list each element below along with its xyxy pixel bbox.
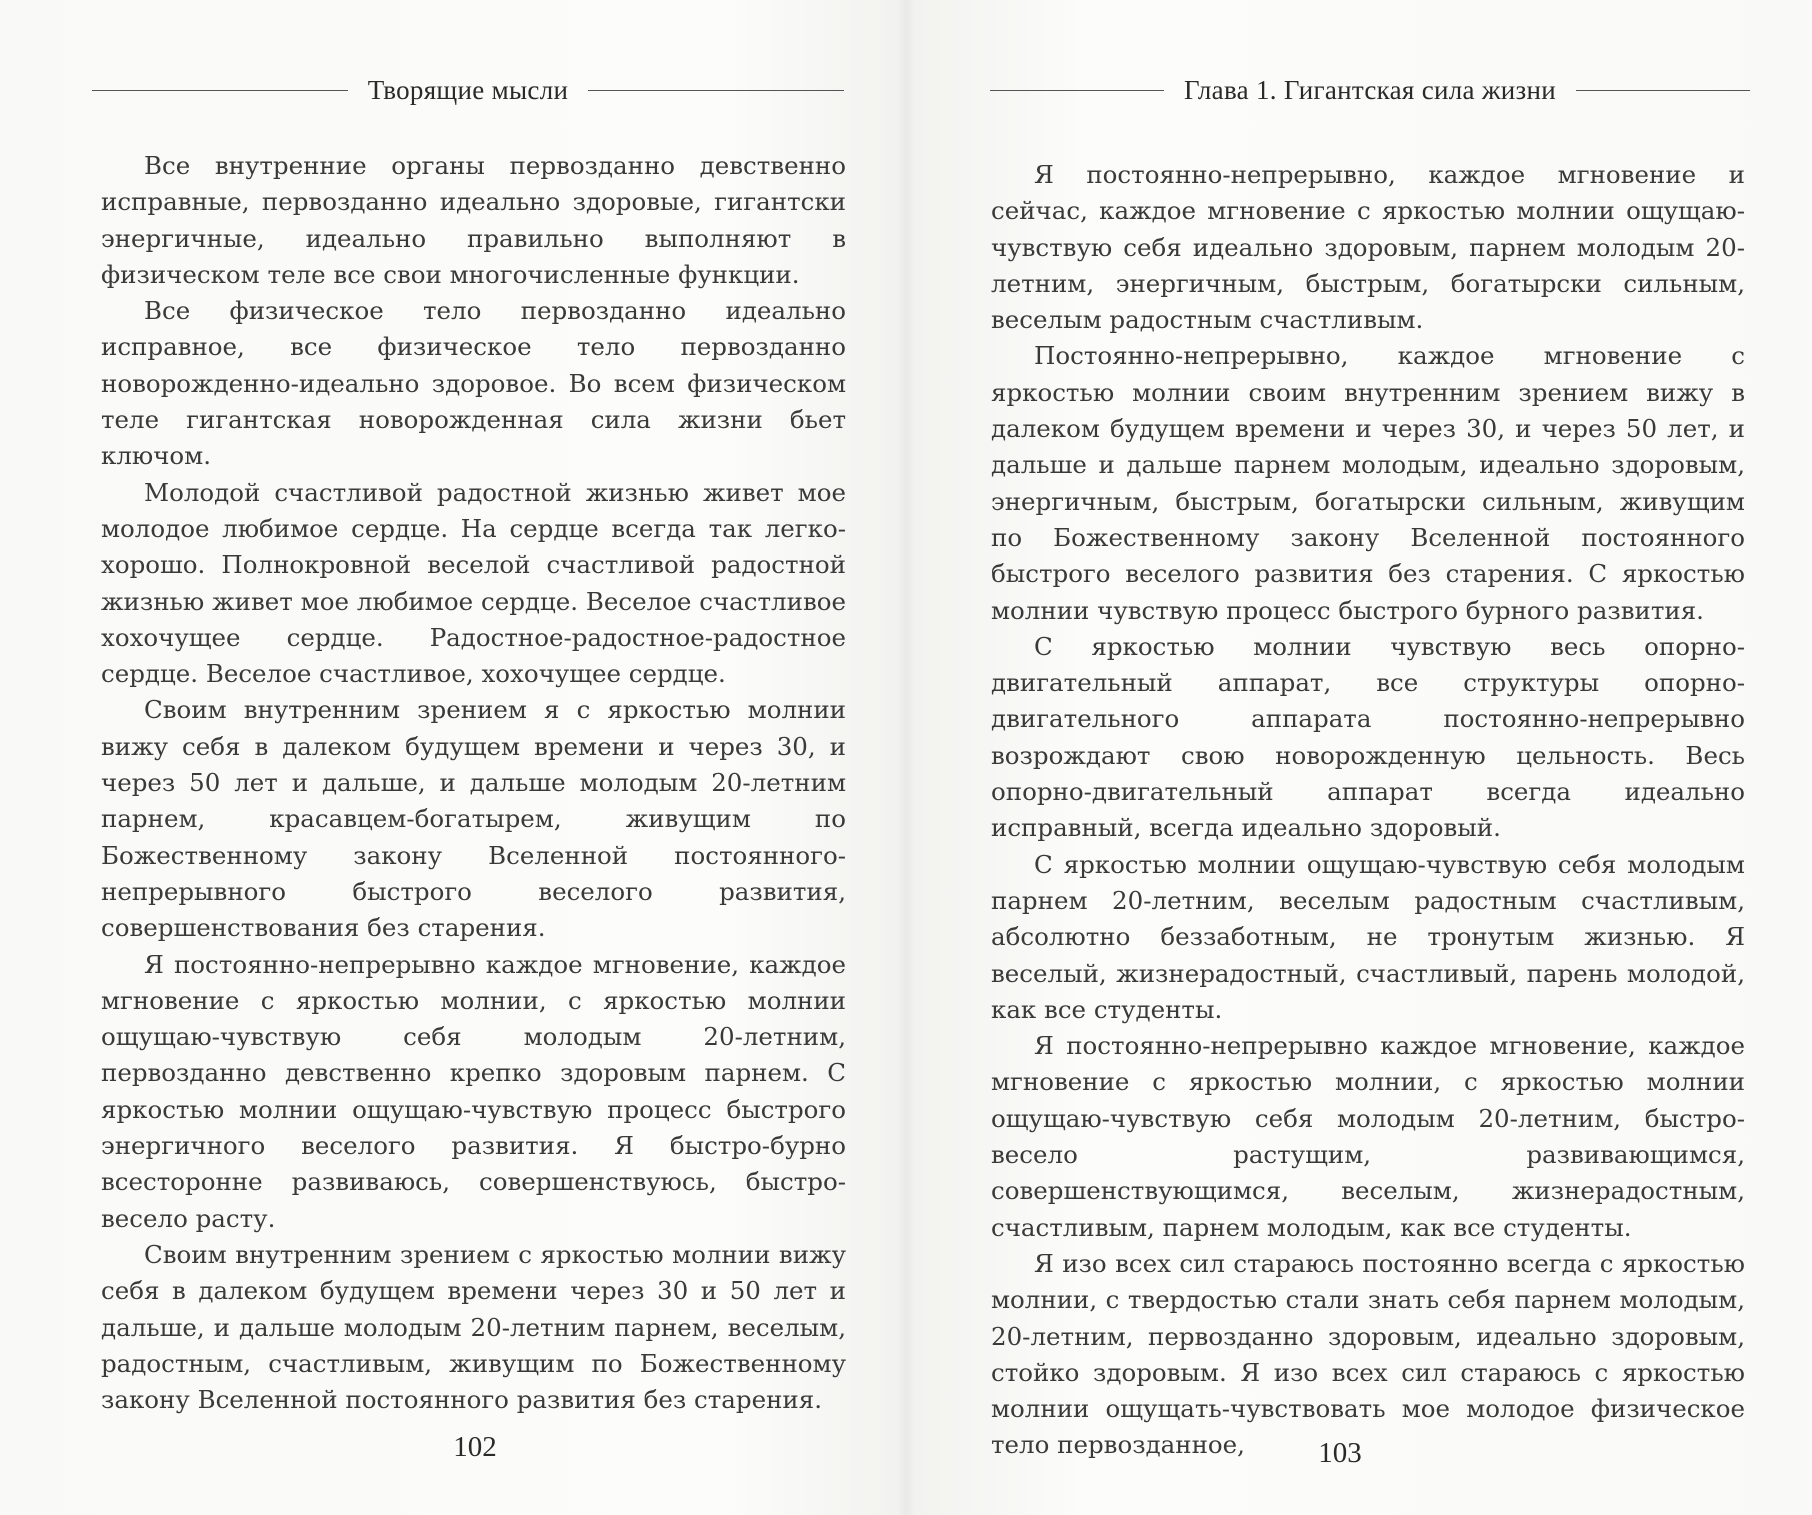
paragraph: Молодой счастливой радостной жизнью живет мое молодое любимое сердце. На сердце всегда так легко-хорошо. Полнокровной веселой счастливой радостной жизнью живет мое любимое сердце. Веселое счастливое хохочущее сердце. Радостное-радостное-радостное сердце. Веселое счастливое, хохочущее сердце. [101,477,846,689]
left-running-head-title: Творящие мысли [367,74,569,105]
right-page-body [991,157,1745,1464]
right-page [906,0,1812,1515]
header-rule-right [588,90,844,91]
paragraph: Постоянно-непрерывно, каждое мгновение с яркостью молнии своим внутренним зрением вижу в далеком будущем времени и через 30, и через 50 лет, и дальше и дальше парнем молодым, идеально здоровым, энергичным, быстрым, богатырски сильным, живущим по Божественному закону Вселенной постоянного быстрого веселого развития без старения. С яркостью молнии чувствую процесс быстрого бурного развития. [991,341,1745,625]
right-running-head-title: Глава 1. Гигантская сила жизни [1184,74,1556,105]
paragraph: Все внутренние органы первозданно девственно исправные, первозданно идеально здоровые, гигантски энергичные, идеально правильно выполняют в физическом теле все свои многочисленные функции. [101,151,846,289]
paragraph: Я изо всех сил стараюсь постоянно всегда с яркостью молнии, с твердостью стали знать себя парнем молодым, 20-летним, первозданно здоровым, идеально здоровым, стойко здоровым. Я изо всех сил стараюсь с яркостью молнии ощущать-чувствовать мое молодое физическое тело первозданное, [991,1248,1745,1460]
paragraph: Я постоянно-непрерывно каждое мгновение, каждое мгновение с яркостью молнии, с яркостью молнии ощущаю-чувствую себя молодым 20-летним, первозданно девственно крепко здоровым парнем. С яркостью молнии ощущаю-чувствую процесс быстрого энергичного веселого развития. Я быстро-бурно всесторонне развиваюсь, совершенствуюсь, быстро-весело расту. [101,949,846,1233]
header-rule-left [990,90,1164,91]
left-page-body [101,148,846,1418]
left-page-number: 102 [453,1431,497,1463]
right-running-head [990,70,1750,110]
paragraph: С яркостью молнии ощущаю-чувствую себя молодым парнем 20-летним, веселым радостным счастливым, абсолютно беззаботным, не тронутым жизнью. Я веселый, жизнерадостный, счастливый, парень молодой, как все студенты. [991,849,1745,1024]
left-running-head [92,70,844,110]
paragraph: Своим внутренним зрением с яркостью молнии вижу себя в далеком будущем времени через 30 и 50 лет и дальше, и дальше молодым 20-летним парнем, веселым, радостным, счастливым, живущим по Божественному закону Вселенной постоянного развития без старения. [101,1239,846,1415]
header-rule-left [92,90,348,91]
right-page-number: 103 [1318,1437,1362,1469]
header-rule-right [1576,90,1750,91]
paragraph: Я постоянно-непрерывно, каждое мгновение и сейчас, каждое мгновение с яркостью молнии ощущаю-чувствую себя идеально здоровым, парнем молодым 20-летним, энергичным, быстрым, богатырски сильным, веселым радостным счастливым. [991,160,1745,335]
paragraph: Я постоянно-непрерывно каждое мгновение, каждое мгновение с яркостью молнии, с яркостью молнии ощущаю-чувствую себя молодым 20-летним, быстро-весело растущим, развивающимся, совершенствующимся, веселым, жизнерадостным, счастливым, парнем молодым, как все студенты. [991,1031,1745,1242]
paragraph: Все физическое тело первозданно идеально исправное, все физическое тело первозданно новорожденно-идеально здоровое. Во всем физическом теле гигантская новорожденная сила жизни бьет ключом. [101,296,846,471]
paragraph: Своим внутренним зрением я с яркостью молнии вижу себя в далеком будущем времени и через 30, и через 50 лет и дальше, и дальше молодым 20-летним парнем, красавцем-богатырем, живущим по Божественному закону Вселенной постоянного-непрерывного быстрого веселого развития, совершенствования без старения. [101,695,846,943]
paragraph: С яркостью молнии чувствую весь опорно-двигательный аппарат, все структуры опорно-двигательного аппарата постоянно-непрерывно возрождают свою новорожденную цельность. Весь опорно-двигательный аппарат всегда идеально исправный, всегда идеально здоровый. [991,631,1745,843]
